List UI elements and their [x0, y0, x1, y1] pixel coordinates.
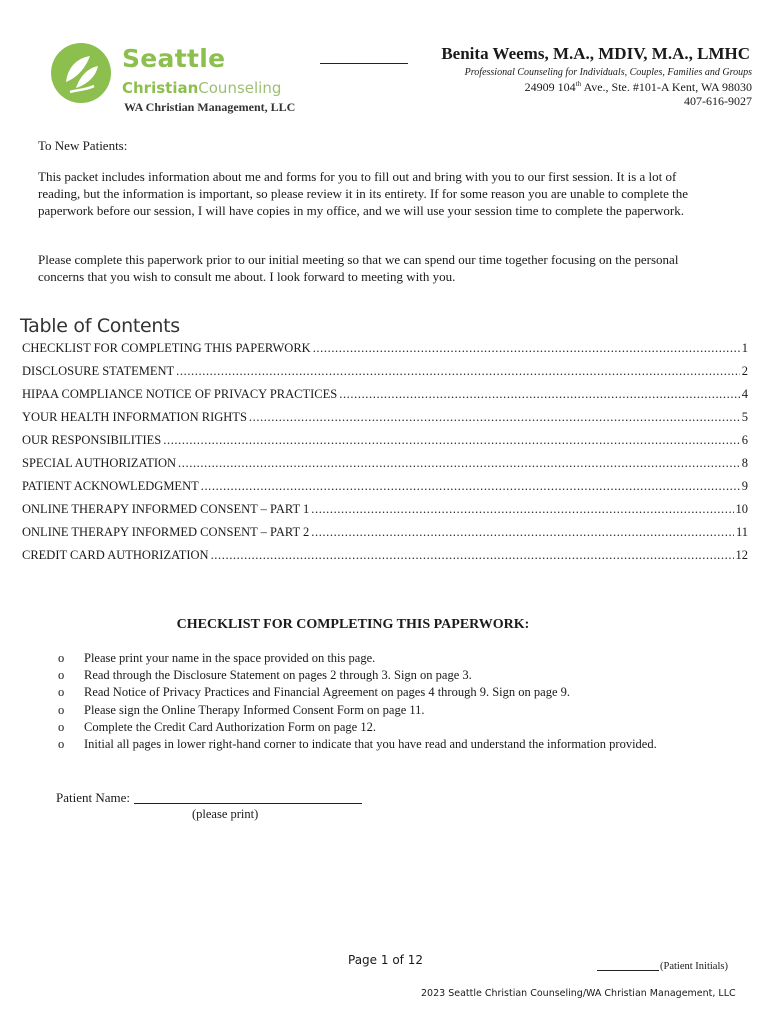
leaf-circle-icon	[50, 42, 112, 104]
logo-text-christian-counseling: ChristianCounseling	[122, 79, 282, 97]
checklist-title: CHECKLIST FOR COMPLETING THIS PAPERWORK:	[176, 617, 530, 632]
toc-entry[interactable]: CREDIT CARD AUTHORIZATION ..... 12	[22, 548, 748, 571]
page-number: Page 1 of 12	[348, 953, 423, 967]
toc-entry[interactable]: HIPAA COMPLIANCE NOTICE OF PRIVACY PRACTICES ..... 4	[22, 387, 748, 410]
toc-entry[interactable]: OUR RESPONSIBILITIES ..... 6	[22, 433, 748, 456]
checklist-item: o Please sign the Online Therapy Informed Consent Form on page 11.	[58, 703, 657, 720]
patient-name-hint: (please print)	[192, 807, 259, 821]
header-rule	[320, 63, 408, 64]
toc-entry[interactable]: PATIENT ACKNOWLEDGMENT ..... 9	[22, 479, 748, 502]
bullet-icon: o	[58, 668, 65, 683]
checklist-item: o Read through the Disclosure Statement on pages 2 through 3. Sign on page 3.	[58, 668, 657, 685]
bullet-icon: o	[58, 702, 65, 717]
patient-initials-field[interactable]	[597, 970, 659, 971]
toc-entry[interactable]: CHECKLIST FOR COMPLETING THIS PAPERWORK ..... 1	[22, 341, 748, 364]
phone: 407-616-9027	[684, 94, 752, 108]
toc-entry[interactable]: YOUR HEALTH INFORMATION RIGHTS ..... 5	[22, 410, 748, 433]
copyright: 2023 Seattle Christian Counseling/WA Christian Management, LLC	[421, 988, 736, 999]
bullet-icon: o	[58, 719, 65, 734]
counselor-name: Benita Weems, M.A., MDIV, M.A., LMHC	[441, 44, 750, 63]
checklist-item: o Complete the Credit Card Authorization Form on page 12.	[58, 720, 657, 737]
bullet-icon: o	[58, 685, 65, 700]
logo	[50, 42, 310, 104]
bullet-icon: o	[58, 651, 65, 665]
toc-entry[interactable]: ONLINE THERAPY INFORMED CONSENT – PART 1 ..... 10	[22, 502, 748, 525]
patient-name-label: Patient Name:	[56, 790, 131, 805]
address: 24909 104th Ave., Ste. #101-A Kent, WA 98030	[524, 80, 752, 94]
patient-initials-label: (Patient Initials)	[660, 961, 728, 972]
intro-paragraph-1: This packet includes information about me and forms for you to fill out and bring with you to our first session. It is a lot of reading, but the information is important, so please review it in its entirety. If for some reason you are unable to complete the paperwork before our session, I will have copies in my office, and we will use your session time to complete the paperwork.	[38, 169, 689, 218]
checklist-item: o Read Notice of Privacy Practices and Financial Agreement on pages 4 through 9. Sign on page 9.	[58, 685, 657, 702]
patient-name-field[interactable]	[134, 803, 362, 804]
toc-title: Table of Contents	[20, 315, 180, 337]
checklist-item: o Please print your name in the space provided on this page.	[58, 651, 657, 668]
checklist-item: o Initial all pages in lower right-hand corner to indicate that you have read and understand the information provided.	[58, 737, 657, 754]
bullet-icon: o	[58, 736, 65, 751]
intro-paragraph-2: Please complete this paperwork prior to our initial meeting so that we can spend our time together focusing on the personal concerns that you wish to consult me about. I look forward to meeting with you.	[38, 252, 679, 284]
greeting: To New Patients:	[38, 138, 128, 153]
checklist	[58, 651, 657, 754]
toc-list	[22, 341, 748, 571]
toc-entry[interactable]: ONLINE THERAPY INFORMED CONSENT – PART 2 ..... 11	[22, 525, 748, 548]
logo-text-seattle: Seattle	[122, 44, 226, 73]
toc-entry[interactable]: SPECIAL AUTHORIZATION ..... 8	[22, 456, 748, 479]
org-name: WA Christian Management, LLC	[124, 100, 296, 114]
tagline: Professional Counseling for Individuals, Couples, Families and Groups	[464, 67, 752, 78]
toc-entry[interactable]: DISCLOSURE STATEMENT ..... 2	[22, 364, 748, 387]
